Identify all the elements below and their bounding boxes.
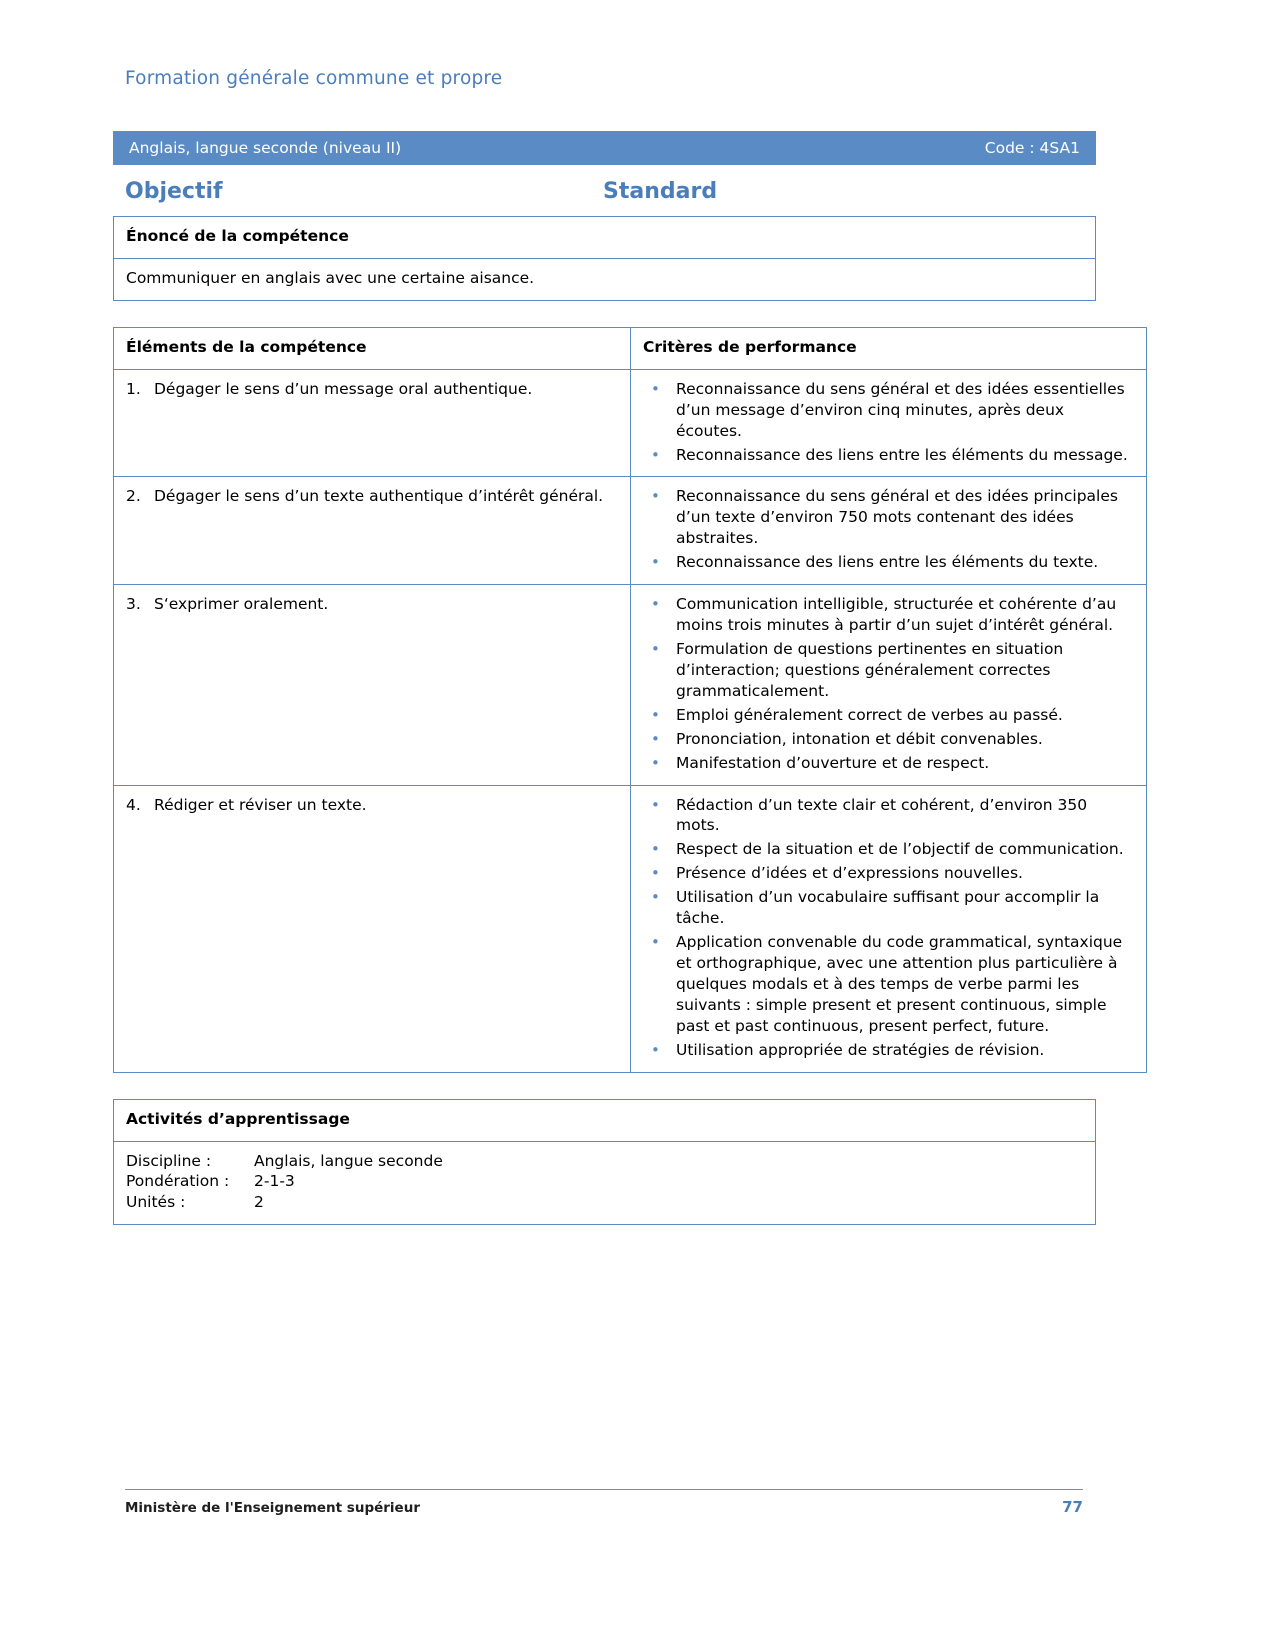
element-text: Dégager le sens d’un message oral authentique.	[154, 379, 533, 398]
list-item	[643, 795, 1134, 837]
bullet-icon: •	[651, 705, 660, 724]
element-cell	[114, 369, 631, 477]
activity-label: Pondération :	[126, 1172, 230, 1191]
competence-statement-table	[113, 216, 1096, 301]
element-cell	[114, 477, 631, 585]
activity-value: 2-1-3	[254, 1172, 295, 1191]
column-header-criteria: Critères de performance	[631, 327, 1147, 369]
table-header-row	[114, 1099, 1096, 1141]
bullet-icon: •	[651, 595, 660, 614]
criteria-list	[643, 594, 1134, 773]
competence-table	[113, 327, 1147, 1073]
list-item	[643, 729, 1134, 750]
element-number: 3.	[126, 595, 141, 614]
section-headings	[113, 179, 1096, 204]
element-number: 2.	[126, 487, 141, 506]
activity-label: Unités :	[126, 1193, 186, 1212]
element-text: S‘exprimer oralement.	[154, 595, 329, 614]
list-item	[643, 552, 1134, 573]
criteria-list	[643, 795, 1134, 1061]
element-number: 1.	[126, 379, 141, 398]
bullet-icon: •	[651, 888, 660, 907]
list-item	[643, 863, 1134, 884]
table-row	[114, 585, 1147, 785]
table-row	[114, 217, 1096, 259]
page-header-title: Formation générale commune et propre	[125, 68, 503, 89]
criterion-text: Prononciation, intonation et débit convenables.	[676, 729, 1043, 748]
criterion-text: Manifestation d’ouverture et de respect.	[676, 753, 990, 772]
element-text: Rédiger et réviser un texte.	[154, 795, 367, 814]
bullet-icon: •	[651, 753, 660, 772]
list-item	[643, 753, 1134, 774]
criterion-text: Utilisation d’un vocabulaire suffisant pour accomplir la tâche.	[676, 888, 1100, 928]
activity-units-row	[126, 1192, 1083, 1213]
course-name: Anglais, langue seconde (niveau II)	[129, 139, 402, 157]
activity-value: Anglais, langue seconde	[254, 1151, 443, 1170]
footer-page-number: 77	[1062, 1498, 1083, 1516]
heading-standard: Standard	[603, 179, 718, 204]
list-item	[643, 839, 1134, 860]
criterion-text: Reconnaissance des liens entre les éléments du message.	[676, 445, 1128, 464]
criteria-cell	[631, 477, 1147, 585]
criterion-text: Application convenable du code grammatical, syntaxique et orthographique, avec une attention plus particulière à quelques modals et à des temps de verbe parmi les suivants : simple present et present continuous, simple past et past continuous, present perfect, future.	[676, 933, 1123, 1035]
criteria-cell	[631, 785, 1147, 1072]
bullet-icon: •	[651, 795, 660, 814]
list-item	[643, 486, 1134, 549]
criteria-list	[643, 379, 1134, 466]
learning-activities-table	[113, 1099, 1096, 1226]
criterion-text: Utilisation appropriée de stratégies de révision.	[676, 1040, 1045, 1059]
list-item	[643, 379, 1134, 442]
element-text: Dégager le sens d’un texte authentique d’intérêt général.	[154, 487, 604, 506]
criterion-text: Emploi généralement correct de verbes au passé.	[676, 705, 1063, 724]
course-code-bar	[113, 131, 1096, 165]
criteria-list	[643, 486, 1134, 573]
bullet-icon: •	[651, 933, 660, 952]
criterion-text: Communication intelligible, structurée et cohérente d’au moins trois minutes à partir d’un sujet d’intérêt général.	[676, 595, 1117, 635]
course-code: Code : 4SA1	[984, 139, 1080, 157]
activity-value: 2	[254, 1193, 264, 1212]
page-content	[113, 131, 1128, 1225]
bullet-icon: •	[651, 1040, 660, 1059]
bullet-icon: •	[651, 840, 660, 859]
element-cell	[114, 585, 631, 785]
bullet-icon: •	[651, 553, 660, 572]
element-cell	[114, 785, 631, 1072]
footer-ministry: Ministère de l'Enseignement supérieur	[125, 1500, 420, 1516]
page-footer	[125, 1498, 1083, 1516]
bullet-icon: •	[651, 729, 660, 748]
list-item	[643, 932, 1134, 1037]
list-item	[643, 594, 1134, 636]
activity-ponderation-row	[126, 1171, 1083, 1192]
column-header-elements: Éléments de la compétence	[114, 327, 631, 369]
list-item	[643, 445, 1134, 466]
element-number: 4.	[126, 795, 141, 814]
activities-header: Activités d’apprentissage	[114, 1099, 1096, 1141]
criterion-text: Reconnaissance des liens entre les éléments du texte.	[676, 553, 1099, 572]
bullet-icon: •	[651, 445, 660, 464]
criterion-text: Respect de la situation et de l’objectif de communication.	[676, 840, 1124, 859]
table-header-row	[114, 327, 1147, 369]
bullet-icon: •	[651, 639, 660, 658]
table-row	[114, 477, 1147, 585]
activity-label: Discipline :	[126, 1151, 212, 1170]
criteria-cell	[631, 369, 1147, 477]
bullet-icon: •	[651, 864, 660, 883]
table-row	[114, 369, 1147, 477]
bullet-icon: •	[651, 379, 660, 398]
criterion-text: Rédaction d’un texte clair et cohérent, d’environ 350 mots.	[676, 795, 1088, 835]
criterion-text: Reconnaissance du sens général et des idées principales d’un texte d’environ 750 mots contenant des idées abstraites.	[676, 487, 1118, 548]
criterion-text: Formulation de questions pertinentes en situation d’interaction; questions généralement correctes grammaticalement.	[676, 639, 1064, 700]
list-item	[643, 639, 1134, 702]
table-row	[114, 258, 1096, 300]
table-row	[114, 785, 1147, 1072]
table-row	[114, 1141, 1096, 1225]
bullet-icon: •	[651, 487, 660, 506]
list-item	[643, 705, 1134, 726]
criteria-cell	[631, 585, 1147, 785]
activity-discipline-row	[126, 1151, 1083, 1172]
competence-statement-text: Communiquer en anglais avec une certaine aisance.	[114, 258, 1096, 300]
activities-details	[114, 1141, 1096, 1225]
competence-statement-header: Énoncé de la compétence	[114, 217, 1096, 259]
criterion-text: Reconnaissance du sens général et des idées essentielles d’un message d’environ cinq minutes, après deux écoutes.	[676, 379, 1125, 440]
list-item	[643, 1040, 1134, 1061]
list-item	[643, 887, 1134, 929]
heading-objectif: Objectif	[125, 179, 223, 204]
footer-divider	[125, 1489, 1083, 1490]
criterion-text: Présence d’idées et d’expressions nouvelles.	[676, 864, 1023, 883]
